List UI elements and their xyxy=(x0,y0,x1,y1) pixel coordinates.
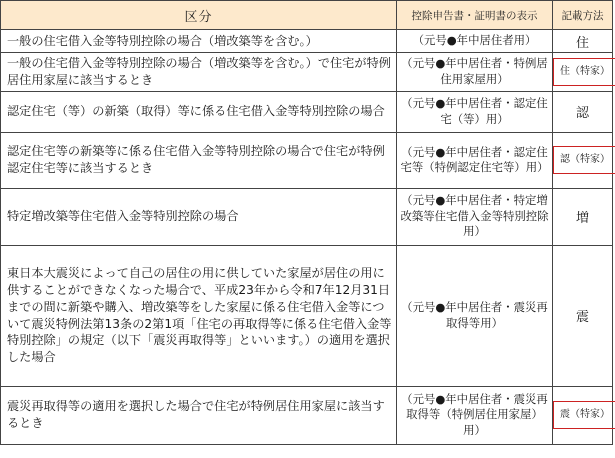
row-display: （元号●年中居住者・震災再取得等（特例居住用家屋）用） xyxy=(397,386,553,444)
row-category: 認定住宅等の新築等に係る住宅借入金等特別控除の場合で住宅が特例認定住宅等に該当するとき xyxy=(1,132,397,188)
row-notation-cell xyxy=(553,188,613,245)
row-notation-cell xyxy=(553,30,613,53)
row-category: 一般の住宅借入金等特別控除の場合（増改築等を含む。）で住宅が特例居住用家屋に該当するとき xyxy=(1,53,397,92)
row-display: （元号●年中居住者・特定増改築等住宅借入金等特別控除用） xyxy=(397,188,553,245)
row-category: 認定住宅（等）の新築（取得）等に係る住宅借入金等特別控除の場合 xyxy=(1,91,397,132)
row-notation-boxed: 認（特家） xyxy=(553,146,615,174)
header-display: 控除申告書・証明書の表示 xyxy=(397,1,553,30)
row-category: 特定増改築等住宅借入金等特別控除の場合 xyxy=(1,188,397,245)
row-display: （元号●年中居住者・認定住宅等（特例認定住宅等）用） xyxy=(397,132,553,188)
row-display: （元号●年中居住者・震災再取得等用） xyxy=(397,245,553,386)
row-notation-cell xyxy=(553,386,613,444)
row-display: （元号●年中居住者・認定住宅（等）用） xyxy=(397,91,553,132)
row-notation-cell xyxy=(553,53,613,92)
row-category: 震災再取得等の適用を選択した場合で住宅が特例居住用家屋に該当するとき xyxy=(1,386,397,444)
row-category: 一般の住宅借入金等特別控除の場合（増改築等を含む。） xyxy=(1,30,397,53)
row-display: （元号●年中居住者・特例居住用家屋用） xyxy=(397,53,553,92)
table-row xyxy=(1,91,613,132)
row-notation-boxed: 住（特家） xyxy=(553,58,615,86)
table-row xyxy=(1,188,613,245)
row-notation: 増 xyxy=(575,211,589,227)
row-notation-cell xyxy=(553,132,613,188)
header-category: 区分 xyxy=(1,1,397,30)
table-header-row xyxy=(1,1,613,30)
table-row xyxy=(1,132,613,188)
row-notation-boxed: 震（特家） xyxy=(553,401,615,429)
row-notation-cell xyxy=(553,245,613,386)
row-category: 東日本大震災によって自己の居住の用に供していた家屋が居住の用に供することができなくなった場合で、平成23年から令和7年12月31日までの間に新築や購入、増改築等をした家屋に係る住宅借入金等について震災特例法第13条の2第1項「住宅の再取得等に係る住宅借入金等特別控除」の規定（以下「震災再取得等」といいます。）の適用を選択した場合 xyxy=(1,245,397,386)
table-row xyxy=(1,245,613,386)
row-notation: 住 xyxy=(575,35,589,51)
table-row xyxy=(1,53,613,92)
row-notation: 認 xyxy=(575,106,589,122)
table-row xyxy=(1,386,613,444)
row-notation: 震 xyxy=(575,310,589,326)
table-row xyxy=(1,30,613,53)
row-display: （元号●年中居住者用） xyxy=(397,30,553,53)
header-notation: 記載方法 xyxy=(553,1,613,30)
row-notation-cell xyxy=(553,91,613,132)
